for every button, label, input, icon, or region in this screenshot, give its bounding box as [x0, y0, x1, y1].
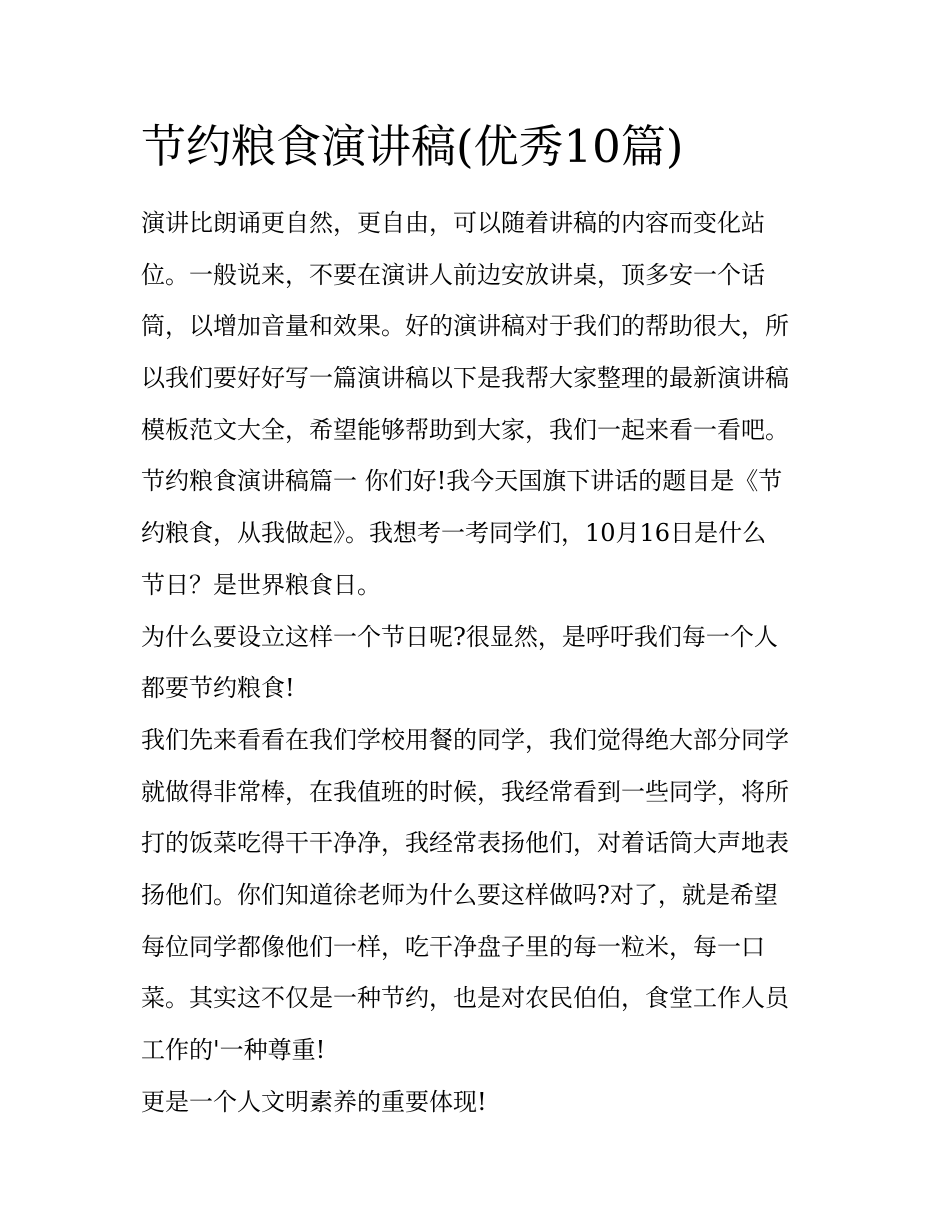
- body-line: 我们先来看看在我们学校用餐的同学，我们觉得绝大部分同学: [141, 725, 789, 754]
- body-line: 打的饭菜吃得干干净净，我经常表扬他们，对着话筒大声地表: [141, 829, 789, 858]
- body-line: 节约粮食演讲稿篇一 你们好!我今天国旗下讲话的题目是《节: [141, 467, 783, 496]
- body-line: 工作的'一种尊重!: [141, 1036, 326, 1064]
- body-line: 节日？是世界粮食日。: [141, 570, 381, 599]
- document-title: 节约粮食演讲稿(优秀10篇): [141, 120, 684, 173]
- document-body: [141, 198, 816, 1128]
- body-line: 就做得非常棒，在我值班的时候，我经常看到一些同学，将所: [141, 777, 789, 806]
- body-line: 约粮食，从我做起》。我想考一考同学们，10月16日是什么: [141, 519, 767, 548]
- body-line: 都要节约粮食!: [141, 674, 295, 703]
- body-line: 以我们要好好写一篇演讲稿以下是我帮大家整理的最新演讲稿: [141, 364, 789, 393]
- body-line: 为什么要设立这样一个节日呢?很显然，是呼吁我们每一个人: [141, 622, 778, 651]
- body-line: 更是一个人文明素养的重要体现!: [141, 1087, 487, 1116]
- body-line: 每位同学都像他们一样，吃干净盘子里的每一粒米，每一口: [141, 932, 765, 961]
- body-line: 菜。其实这不仅是一种节约，也是对农民伯伯，食堂工作人员: [141, 984, 789, 1013]
- body-line: 位。一般说来，不要在演讲人前边安放讲桌，顶多安一个话: [141, 260, 765, 289]
- body-line: 模板范文大全，希望能够帮助到大家，我们一起来看一看吧。: [141, 415, 789, 444]
- body-line: 扬他们。你们知道徐老师为什么要这样做吗?对了，就是希望: [141, 880, 778, 909]
- body-line: 演讲比朗诵更自然，更自由，可以随着讲稿的内容而变化站: [141, 209, 765, 237]
- body-line: 筒，以增加音量和效果。好的演讲稿对于我们的帮助很大，所: [141, 312, 789, 341]
